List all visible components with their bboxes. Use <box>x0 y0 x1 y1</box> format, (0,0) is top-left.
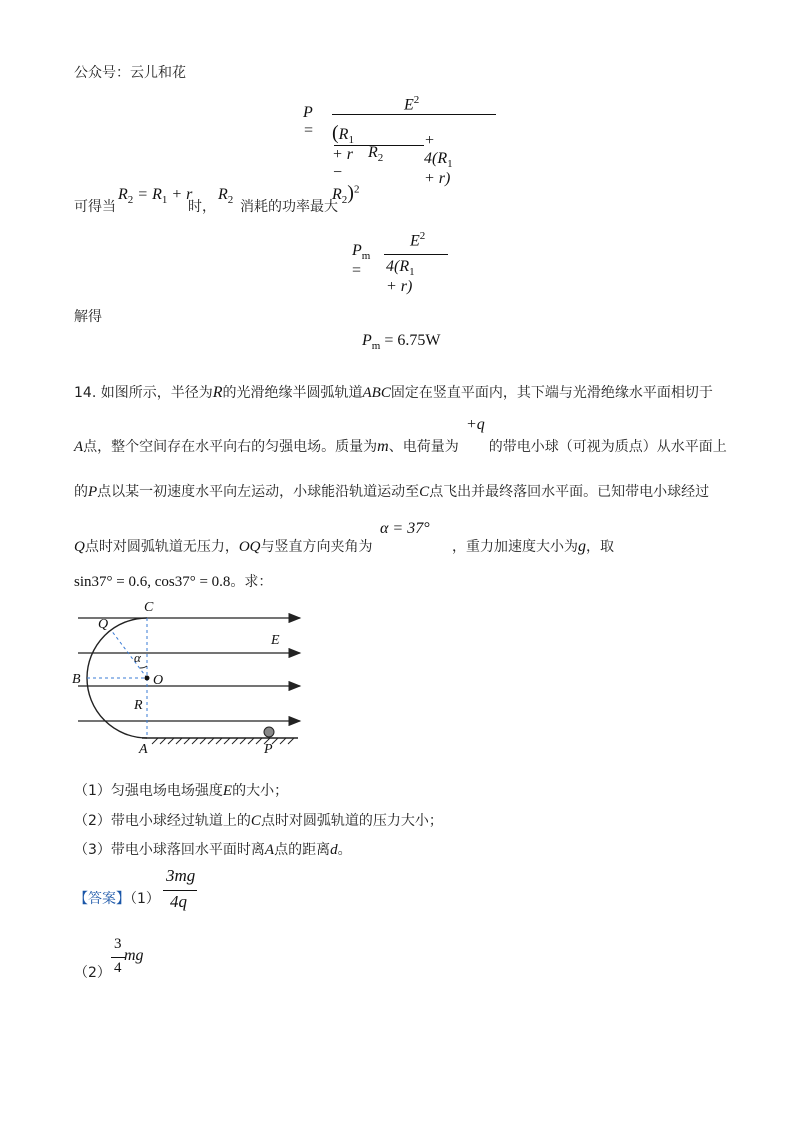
problem-line-5: sin37° = 0.6, cos37° = 0.8。求： <box>74 574 273 590</box>
formula-lhs: P = <box>303 104 314 139</box>
answer-2-tail: mg <box>124 947 144 964</box>
fraction-bar <box>384 254 448 255</box>
answer-2-fraction-bar <box>111 957 125 958</box>
formula-numerator: $E^2$ <box>404 94 420 114</box>
question-3: （3）带电小球落回水平面时离A点的距离d。 <box>74 842 352 858</box>
answer-1-fraction-bar <box>163 890 197 891</box>
condition-line: 可得当 $R_2 = R_1 + r$ 时， $R_2$ 消耗的功率最大 <box>74 186 338 215</box>
answer-1-numerator: 3mg <box>166 866 196 885</box>
problem-line-3: 的P点以某一初速度水平向左运动，小球能沿轨道运动至C点飞出并最终落回水平面。已知带电小球经过 <box>74 484 710 500</box>
ground-hatching <box>152 738 294 744</box>
center-point <box>145 676 150 681</box>
problem-line-1: 14. 如图所示，半径为R的光滑绝缘半圆弧轨道ABC固定在竖直平面内，其下端与光滑绝缘水平面相切于 <box>74 384 713 401</box>
question-2: （2）带电小球经过轨道上的C点时对圆弧轨道的压力大小； <box>74 813 443 829</box>
problem-line-4: Q点时对圆弧轨道无压力，OQ与竖直方向夹角为 α = 37° ，重力加速度大小为g，取 <box>74 520 614 555</box>
answer-2-denominator: 4 <box>114 960 122 976</box>
label-alpha: α <box>134 650 141 665</box>
charged-ball <box>264 727 274 737</box>
label-o: O <box>153 673 164 688</box>
label-e: E <box>271 633 280 648</box>
formula-denominator-plus: + $4(R_1 + r)$ <box>424 132 453 188</box>
account-header: 公众号：云儿和花 <box>74 65 186 81</box>
fraction-bar <box>332 114 496 115</box>
charge-symbol: +q <box>466 416 485 433</box>
answer-1-denominator: 4q <box>170 892 187 911</box>
solve-label: 解得 <box>74 309 102 325</box>
radius-oq <box>111 630 147 678</box>
label-q: Q <box>98 617 109 632</box>
label-r: R <box>134 698 143 713</box>
track-field-diagram <box>70 596 310 756</box>
formula-denominator-r2: $R_2$ <box>368 144 384 165</box>
problem-line-2: A点，整个空间存在水平向右的匀强电场。质量为m、电荷量为 的带电小球（可视为质点）从水平面上 <box>74 438 727 455</box>
formula-denominator-top: $(R_1 + r - R_2)^2$ <box>332 122 360 207</box>
answer-line-2: （2） <box>74 965 111 981</box>
label-p: P <box>264 742 273 756</box>
question-1: （1）匀强电场电场强度E的大小； <box>74 783 289 799</box>
answer-2-numerator: 3 <box>114 936 122 952</box>
label-b: B <box>72 672 81 687</box>
label-c: C <box>144 600 154 615</box>
answer-line-1: 【答案】（1） <box>74 891 160 907</box>
label-a: A <box>139 742 148 756</box>
answer-tag: 【答案】 <box>74 891 130 907</box>
result-formula: $P_m = 6.75W$ <box>362 332 441 353</box>
angle-arc <box>140 666 147 668</box>
